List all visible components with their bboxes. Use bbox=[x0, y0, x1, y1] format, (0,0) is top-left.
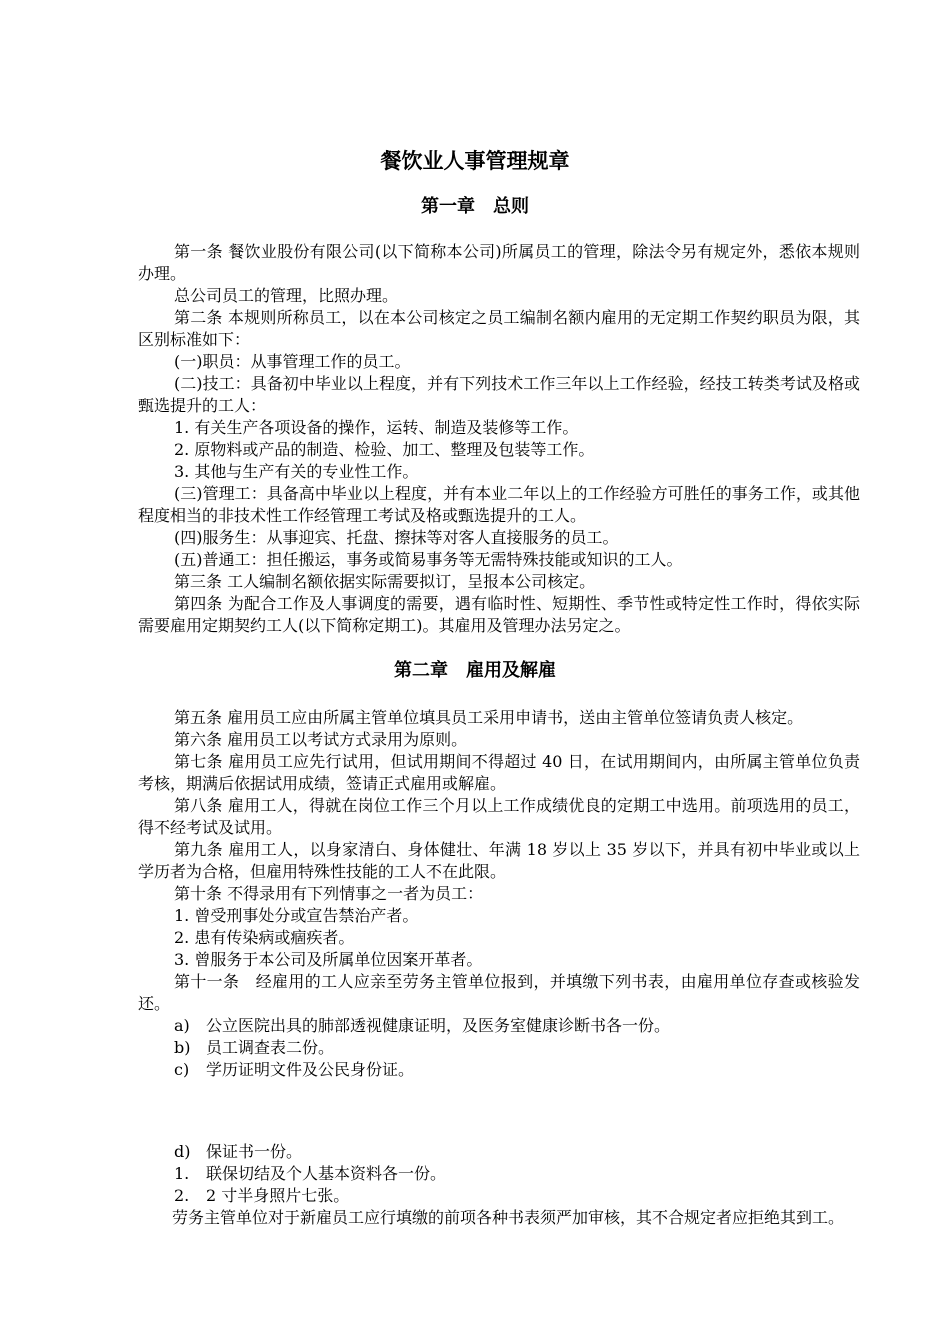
article-1-note: 总公司员工的管理，比照办理。 bbox=[174, 286, 399, 305]
form-item-a: a) 公立医院出具的肺部透视健康证明，及医务室健康诊断书各一份。 bbox=[174, 1016, 671, 1035]
chapter-2-heading: 第二章 雇用及解雇 bbox=[394, 660, 556, 681]
technician-item-1: 1. 有关生产各项设备的操作，运转、制造及装修等工作。 bbox=[174, 418, 579, 437]
document-title: 餐饮业人事管理规章 bbox=[380, 149, 570, 173]
article-8: 第八条 雇用工人，得就在岗位工作三个月以上工作成绩优良的定期工中选用。前项选用的员工，得不经考试及试用。 bbox=[138, 796, 860, 837]
closing-paragraph: 劳务主管单位对于新雇员工应行填缴的前项各种书表须严加审核，其不合规定者应拒绝其到工。 bbox=[172, 1208, 845, 1227]
article-2: 第二条 本规则所称员工，以在本公司核定之员工编制名额内雇用的无定期工作契约职员为限，其区别标准如下： bbox=[138, 308, 860, 349]
form-subitem-2: 2. 2 寸半身照片七张。 bbox=[174, 1186, 350, 1205]
chapter-1-heading: 第一章 总则 bbox=[421, 196, 529, 217]
form-item-c: c) 学历证明文件及公民身份证。 bbox=[174, 1060, 415, 1079]
form-subitem-1: 1. 联保切结及个人基本资料各一份。 bbox=[174, 1164, 447, 1183]
article-10: 第十条 不得录用有下列情事之一者为员工： bbox=[174, 884, 484, 903]
article-1: 第一条 餐饮业股份有限公司(以下简称本公司)所属员工的管理，除法令另有规定外，悉依本规则办理。 bbox=[138, 242, 860, 283]
article-9: 第九条 雇用工人，以身家清白、身体健壮、年满 18 岁以上 35 岁以下，并具有初中毕业或以上学历者为合格，但雇用特殊性技能的工人不在此限。 bbox=[138, 840, 860, 881]
category-waiter: (四)服务生：从事迎宾、托盘、擦抹等对客人直接服务的员工。 bbox=[174, 528, 619, 547]
chapter-2-body-continued bbox=[138, 1141, 860, 1229]
exclusion-item-1: 1. 曾受刑事处分或宣告禁治产者。 bbox=[174, 906, 419, 925]
technician-item-2: 2. 原物料或产品的制造、检验、加工、整理及包装等工作。 bbox=[174, 440, 595, 459]
article-7: 第七条 雇用员工应先行试用，但试用期间不得超过 40 日，在试用期间内，由所属主管单位负责考核，期满后依据试用成绩，签请正式雇用或解雇。 bbox=[138, 752, 860, 793]
form-item-b: b) 员工调查表二份。 bbox=[174, 1038, 335, 1057]
category-technician: (二)技工：具备初中毕业以上程度，并有下列技术工作三年以上工作经验，经技工转类考试及格或甄选提升的工人： bbox=[138, 374, 860, 415]
article-4: 第四条 为配合工作及人事调度的需要，遇有临时性、短期性、季节性或特定性工作时，得依实际需要雇用定期契约工人(以下简称定期工)。其雇用及管理办法另定之。 bbox=[138, 594, 860, 635]
chapter-1-body bbox=[138, 241, 860, 637]
exclusion-item-2: 2. 患有传染病或痼疾者。 bbox=[174, 928, 355, 947]
technician-item-3: 3. 其他与生产有关的专业性工作。 bbox=[174, 462, 419, 481]
article-5: 第五条 雇用员工应由所属主管单位填具员工采用申请书，送由主管单位签请负责人核定。 bbox=[174, 708, 804, 727]
exclusion-item-3: 3. 曾服务于本公司及所属单位因案开革者。 bbox=[174, 950, 483, 969]
category-general-worker: (五)普通工：担任搬运，事务或简易事务等无需特殊技能或知识的工人。 bbox=[174, 550, 683, 569]
article-11: 第十一条 经雇用的工人应亲至劳务主管单位报到，并填缴下列书表，由雇用单位存查或核验发还。 bbox=[138, 972, 860, 1013]
form-item-d: d) 保证书一份。 bbox=[174, 1142, 303, 1161]
article-3: 第三条 工人编制名额依据实际需要拟订，呈报本公司核定。 bbox=[174, 572, 596, 591]
category-admin-worker: (三)管理工：具备高中毕业以上程度，并有本业二年以上的工作经验方可胜任的事务工作，或其他程度相当的非技术性工作经管理工考试及格或甄选提升的工人。 bbox=[138, 484, 860, 525]
category-staff: (一)职员：从事管理工作的员工。 bbox=[174, 352, 411, 371]
article-6: 第六条 雇用员工以考试方式录用为原则。 bbox=[174, 730, 468, 749]
chapter-2-body bbox=[138, 707, 860, 1081]
